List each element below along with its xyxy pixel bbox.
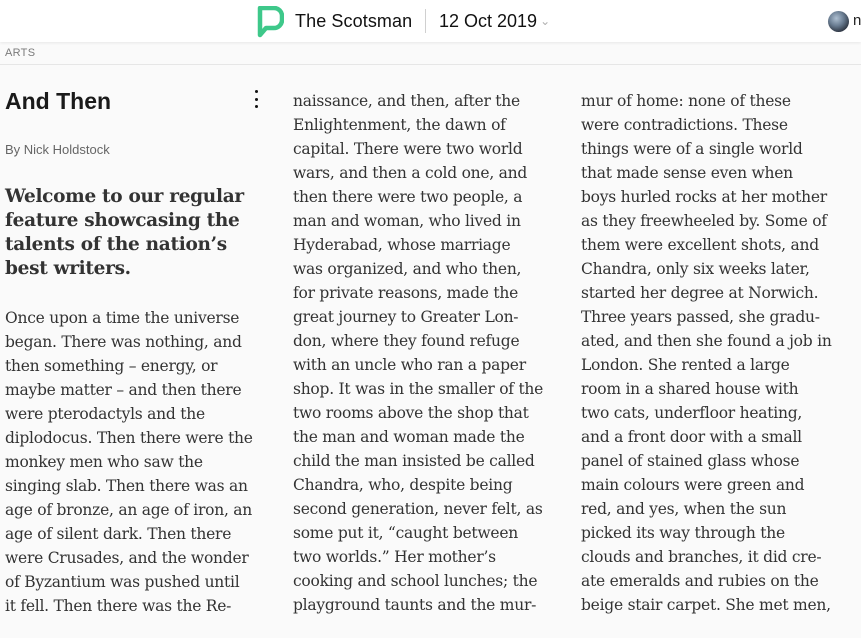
body-line: the man and woman made the (293, 428, 525, 446)
body-line: Three years passed, she gradu- (581, 308, 820, 326)
body-line: were contradictions. These (581, 116, 788, 134)
body-line: then there were two people, a (293, 188, 523, 206)
body-line: don, where they found refuge (293, 332, 520, 350)
body-line: London. She rented a large (581, 356, 790, 374)
article-column-2 (293, 89, 568, 617)
body-line: began. There was nothing, and (5, 333, 242, 351)
body-line: things were of a single world (581, 140, 803, 158)
body-line: monkey men who saw the (5, 453, 203, 471)
body-line: age of bronze, an age of iron, an (5, 501, 253, 519)
body-line: two worlds.” Her mother’s (293, 548, 496, 566)
body-line: man and woman, who lived in (293, 212, 521, 230)
body-line: it fell. Then there was the Re- (5, 597, 232, 615)
body-line: boys hurled rocks at her mother (581, 188, 827, 206)
chevron-down-icon: ⌄ (540, 14, 551, 28)
body-line: were Crusades, and the wonder (5, 549, 249, 567)
article-standfirst (5, 185, 275, 281)
body-line: main colours were green and (581, 476, 805, 494)
body-line: some put it, “caught between (293, 524, 518, 542)
body-line: and a front door with a small (581, 428, 802, 446)
body-line: then something – energy, or (5, 357, 218, 375)
standfirst-line: Welcome to our regular (5, 186, 244, 207)
body-line: maybe matter – and then there (5, 381, 242, 399)
issue-date-selector[interactable] (439, 11, 550, 32)
body-line: started her degree at Norwich. (581, 284, 819, 302)
body-line: Chandra, only six weeks later, (581, 260, 810, 278)
article-column-3 (581, 89, 861, 617)
body-line: panel of stained glass whose (581, 452, 800, 470)
body-line: that made sense even when (581, 164, 793, 182)
body-line: ated, and then she found a job in (581, 332, 832, 350)
body-line: shop. It was in the smaller of the (293, 380, 544, 398)
body-line: picked its way through the (581, 524, 785, 542)
article-column-1 (5, 306, 280, 618)
user-avatar[interactable] (828, 11, 849, 32)
body-line: were pterodactyls and the (5, 405, 205, 423)
body-line: Chandra, who, despite being (293, 476, 513, 494)
body-line: of Byzantium was pushed until (5, 573, 240, 591)
standfirst-line: best writers. (5, 258, 131, 279)
body-line: Enlightenment, the dawn of (293, 116, 506, 134)
body-line: was organized, and who then, (293, 260, 522, 278)
issue-date: 12 Oct 2019 (439, 11, 538, 31)
body-line: child the man insisted be called (293, 452, 535, 470)
pressreader-logo-icon[interactable] (256, 6, 284, 38)
body-line: Once upon a time the universe (5, 309, 240, 327)
article-title: And Then (5, 88, 112, 114)
article-byline: By Nick Holdstock (5, 142, 110, 157)
header-divider (425, 9, 426, 33)
body-line: for private reasons, made the (293, 284, 519, 302)
body-line: beige stair carpet. She met men, (581, 596, 831, 614)
body-line: as they freewheeled by. Some of (581, 212, 827, 230)
body-line: cooking and school lunches; the (293, 572, 538, 590)
body-line: great journey to Greater Lon- (293, 308, 519, 326)
body-line: ate emeralds and rubies on the (581, 572, 819, 590)
body-line: playground taunts and the mur- (293, 596, 537, 614)
user-name[interactable]: n (853, 12, 861, 29)
standfirst-line: feature showcasing the (5, 210, 240, 231)
body-line: room in a shared house with (581, 380, 799, 398)
standfirst-line: talents of the nation’s (5, 234, 227, 255)
body-line: with an uncle who ran a paper (293, 356, 526, 374)
body-line: mur of home: none of these (581, 92, 791, 110)
body-line: second generation, never felt, as (293, 500, 543, 518)
body-line: two rooms above the shop that (293, 404, 529, 422)
body-line: them were excellent shots, and (581, 236, 819, 254)
body-line: diplodocus. Then there were the (5, 429, 253, 447)
body-line: Hyderabad, whose marriage (293, 236, 511, 254)
body-line: age of silent dark. Then there (5, 525, 232, 543)
body-line: wars, and then a cold one, and (293, 164, 528, 182)
body-line: clouds and branches, it did cre- (581, 548, 822, 566)
publication-title[interactable]: The Scotsman (295, 11, 413, 31)
body-line: singing slab. Then there was an (5, 477, 248, 495)
body-line: two cats, underfloor heating, (581, 404, 803, 422)
top-bar (0, 0, 861, 42)
section-bar (0, 43, 861, 65)
body-line: naissance, and then, after the (293, 92, 520, 110)
body-line: capital. There were two world (293, 140, 523, 158)
body-line: red, and yes, when the sun (581, 500, 787, 518)
more-options-icon[interactable] (248, 88, 264, 110)
section-label[interactable]: ARTS (5, 47, 36, 59)
